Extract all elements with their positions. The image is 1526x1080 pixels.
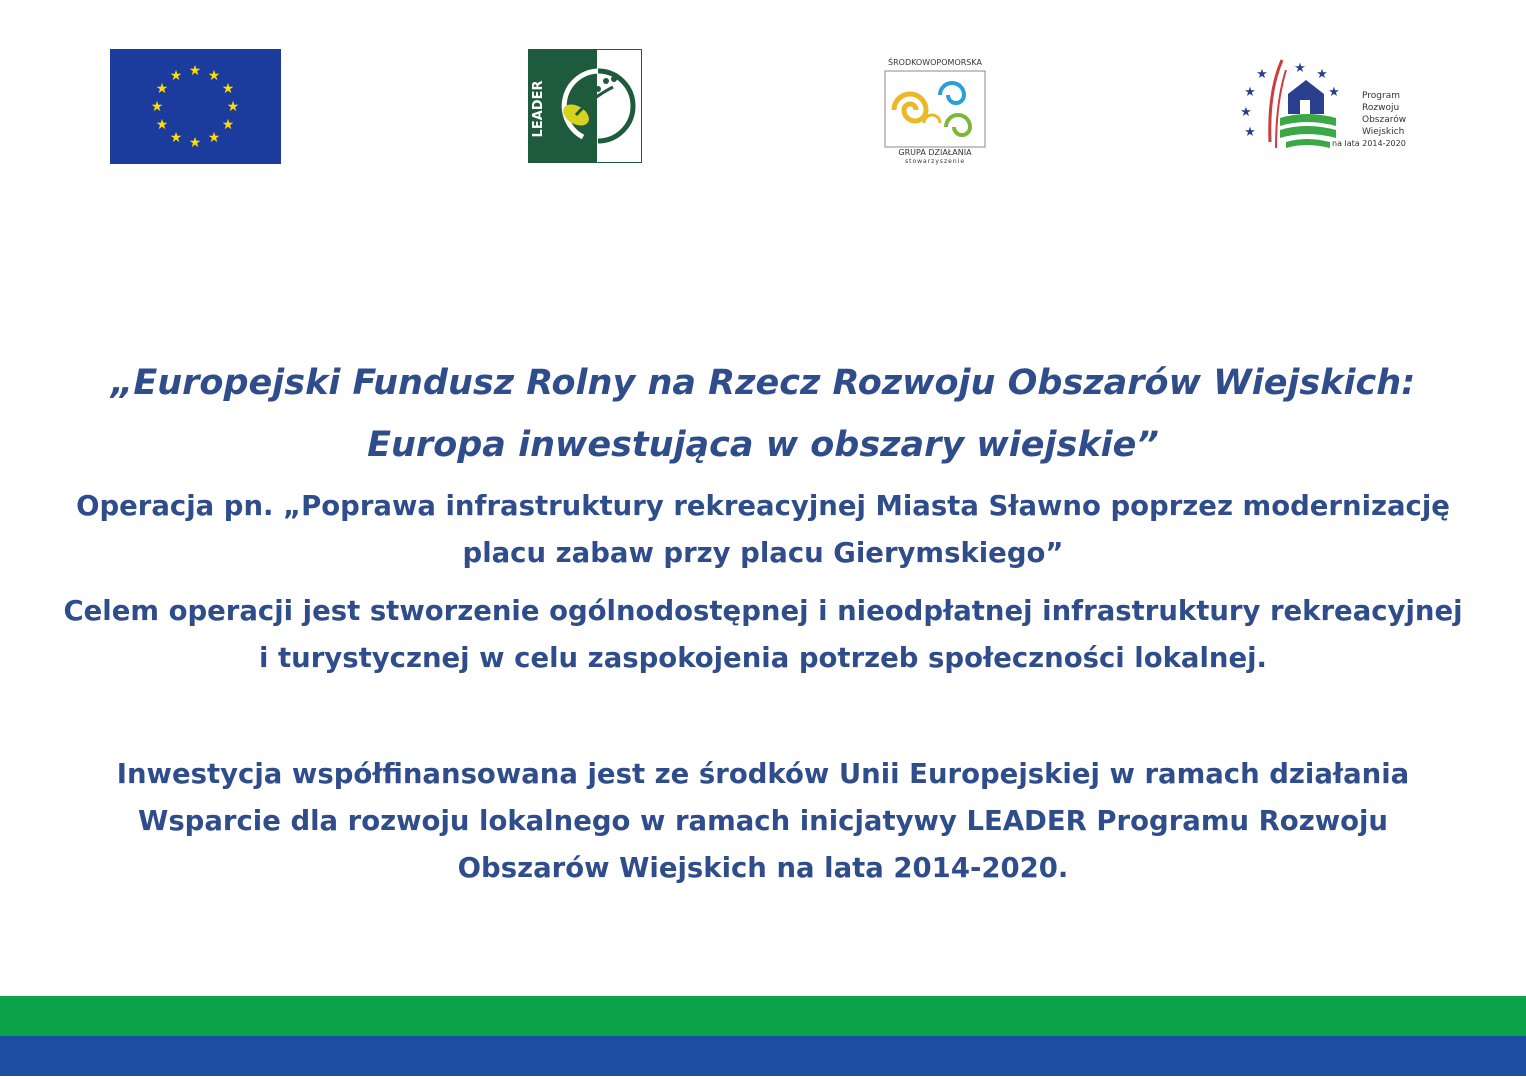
operation-block (0, 483, 1526, 577)
title-line-2: Europa inwestująca w obszary wiejskie” (367, 425, 1159, 465)
eu-flag-logo (110, 49, 281, 164)
prow-line-3: Obszarów (1362, 115, 1407, 125)
svg-text:★: ★ (207, 67, 221, 83)
investment-line-2: Wsparcie dla rozwoju lokalnego w ramach inicjatywy LEADER Programu Rozwoju (137, 805, 1388, 837)
prow-logo (1240, 52, 1415, 160)
svg-text:★: ★ (226, 98, 240, 114)
svg-text:★: ★ (221, 80, 235, 96)
svg-text:★: ★ (188, 62, 202, 78)
title-block (0, 352, 1526, 476)
svg-text:★: ★ (1294, 60, 1306, 75)
svg-text:★: ★ (1256, 66, 1268, 81)
svg-text:★: ★ (150, 98, 164, 114)
lgd-top-text: ŚRODKOWOPOMORSKA (888, 58, 982, 67)
goal-line-1: Celem operacji jest stworzenie ogólnodostępnej i nieodpłatnej infrastruktury rekreacyjnej (63, 595, 1463, 627)
investment-line-1: Inwestycja współfinansowana jest ze środków Unii Europejskiej w ramach działania (116, 758, 1410, 790)
prow-line-4: Wiejskich (1362, 127, 1405, 137)
svg-text:★: ★ (1244, 124, 1256, 139)
prow-line-1: Program (1362, 91, 1400, 101)
svg-text:★: ★ (1328, 84, 1340, 99)
svg-text:★: ★ (221, 116, 235, 132)
prow-years: na lata 2014-2020 (1332, 139, 1406, 148)
goal-line-2: i turystycznej w celu zaspokojenia potrzeb społeczności lokalnej. (258, 642, 1267, 674)
leader-logo (528, 49, 642, 163)
lgd-logo (880, 55, 990, 165)
svg-text:★: ★ (188, 134, 202, 150)
svg-text:★: ★ (155, 80, 169, 96)
prow-line-2: Rozwoju (1362, 103, 1400, 113)
svg-text:★: ★ (207, 129, 221, 145)
investment-line-3: Obszarów Wiejskich na lata 2014-2020. (457, 852, 1069, 884)
title-line-1: „Europejski Fundusz Rolny na Rzecz Rozwoju Obszarów Wiejskich: (110, 363, 1416, 403)
svg-text:★: ★ (169, 67, 183, 83)
svg-text:★: ★ (1244, 84, 1256, 99)
operation-line-1: Operacja pn. „Poprawa infrastruktury rekreacyjnej Miasta Sławno poprzez modernizację (76, 490, 1450, 522)
svg-text:★: ★ (169, 129, 183, 145)
lgd-sub-text: stowarzyszenie (904, 158, 966, 165)
footer-band-blue (0, 1036, 1526, 1076)
goal-block (0, 588, 1526, 682)
operation-line-2: placu zabaw przy placu Gierymskiego” (462, 537, 1064, 569)
svg-text:★: ★ (1316, 66, 1328, 81)
svg-text:★: ★ (155, 116, 169, 132)
footer-band-green (0, 996, 1526, 1036)
svg-text:★: ★ (1240, 104, 1252, 119)
lgd-bottom-text: GRUPA DZIAŁANIA (898, 148, 972, 157)
investment-block (0, 751, 1526, 892)
leader-logo-text: LEADER (531, 80, 546, 138)
